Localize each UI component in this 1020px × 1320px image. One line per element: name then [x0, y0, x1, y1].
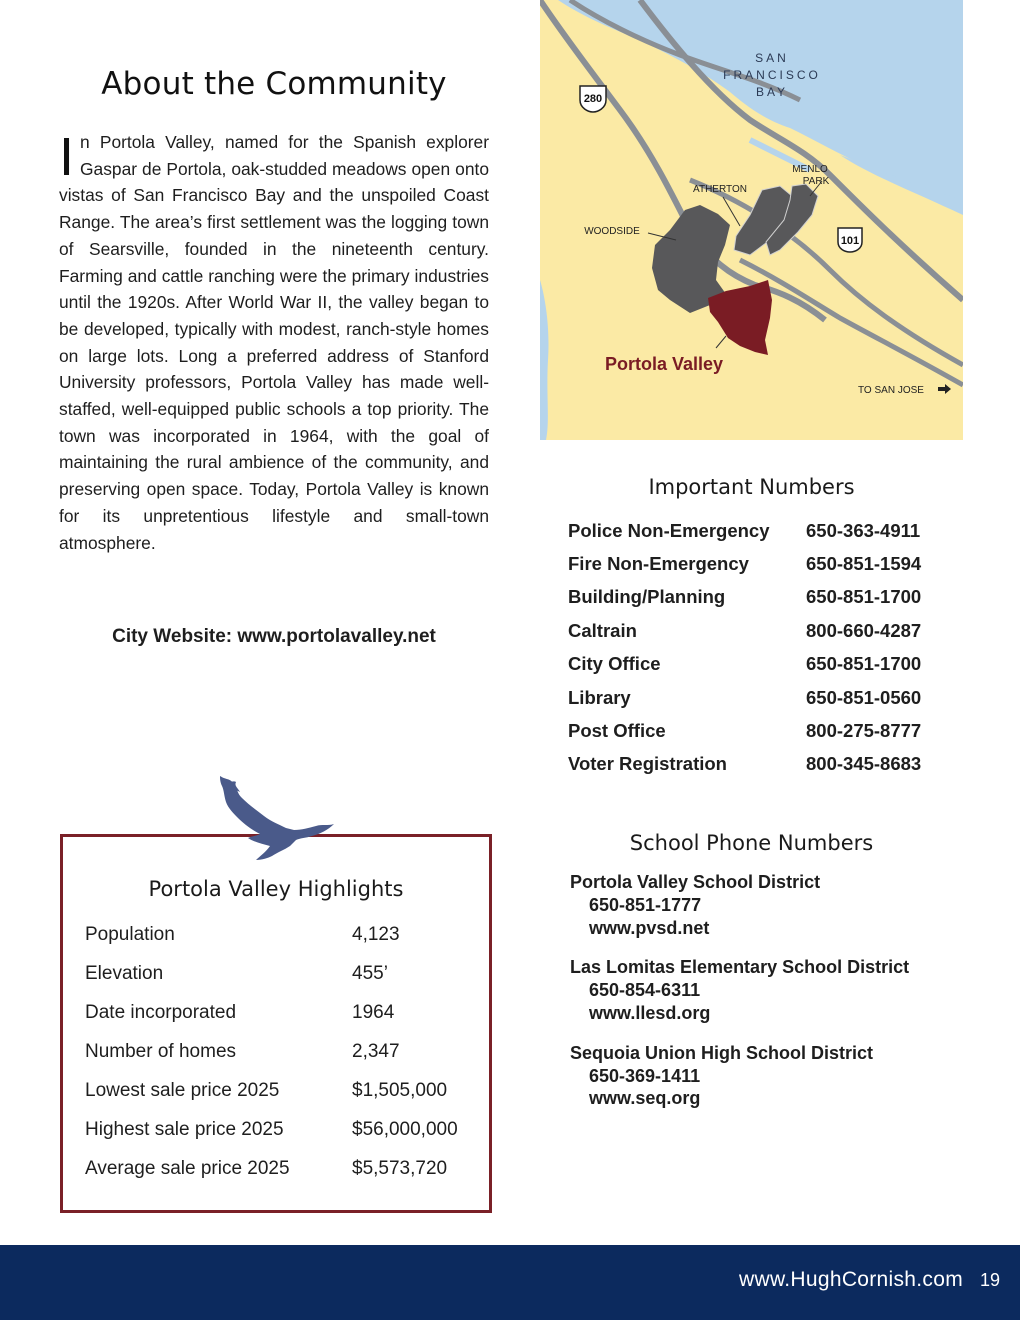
table-row: [568, 648, 948, 681]
drop-cap: I: [59, 127, 75, 187]
school-website-link[interactable]: www.llesd.org: [589, 1002, 711, 1023]
about-body-text: n Portola Valley, named for the Spanish explorer Gaspar de Portola, oak-studded meadows open onto vistas of San Francisco Bay and the unspoiled Coast Range. The area’s first settlement was the logging town of Searsville, founded in the nineteenth century. Farming and cattle ranching were the primary industries until the 1920s. After World War II, the valley began to be developed, typically with modest, ranch-style homes on large lots. Long a preferred address of Stanford University professors, Portola Valley has made well-staffed, well-equipped public schools a top priority. The town was incorporated in 1964, with the goal of maintaining the rural ambience of the community, and preserving open space. Today, Portola Valley is known for its unpretentious lifestyle and small-town atmosphere.: [59, 132, 489, 553]
important-numbers-table: [568, 514, 948, 781]
table-row: [85, 915, 458, 954]
svg-text:101: 101: [840, 235, 860, 247]
table-row: [568, 714, 948, 747]
highlight-label: Elevation: [85, 962, 164, 984]
table-row: [85, 1071, 458, 1110]
phone-number: 800-660-4287: [806, 619, 922, 641]
school-name: Las Lomitas Elementary School District: [570, 957, 910, 978]
woodside-label: WOODSIDE: [584, 226, 640, 237]
number-label: Police Non-Emergency: [568, 519, 770, 541]
table-row: [568, 748, 948, 781]
highlight-label: Date incorporated: [85, 1001, 237, 1023]
bay-label-1: SAN: [755, 51, 789, 65]
number-label: Fire Non-Emergency: [568, 553, 749, 575]
table-row: [85, 993, 458, 1032]
number-label: Caltrain: [568, 619, 637, 641]
table-row: [568, 581, 948, 614]
phone-number: 650-851-1700: [806, 586, 922, 608]
highlight-value: $56,000,000: [352, 1118, 458, 1140]
menlo-park-label-2: PARK: [802, 176, 830, 187]
table-row: [85, 1032, 458, 1071]
highlights-box: [60, 834, 492, 1213]
phone-number: 650-363-4911: [806, 519, 921, 541]
table-row: [85, 1110, 458, 1149]
list-item: [570, 956, 960, 1024]
bay-label-3: BAY: [755, 85, 789, 99]
highlight-label: Lowest sale price 2025: [85, 1079, 280, 1101]
page-number: 19: [979, 1270, 1000, 1290]
svg-text:280: 280: [583, 93, 603, 105]
footer-bar: [0, 1245, 1020, 1320]
school-numbers-title: School Phone Numbers: [629, 831, 874, 855]
highlight-label: Number of homes: [85, 1040, 237, 1062]
school-website-link[interactable]: www.pvsd.net: [589, 917, 710, 938]
number-label: Voter Registration: [568, 753, 727, 775]
school-name: Sequoia Union High School District: [570, 1042, 874, 1063]
menlo-park-label-1: MENLO: [792, 164, 828, 175]
highlight-value: 455’: [352, 962, 388, 984]
portola-valley-label: Portola Valley: [604, 354, 724, 374]
atherton-label: ATHERTON: [693, 184, 747, 195]
phone-number: 800-345-8683: [806, 753, 922, 775]
highlight-value: 1964: [352, 1001, 395, 1023]
school-list: [570, 871, 960, 1127]
highlight-label: Highest sale price 2025: [85, 1118, 284, 1140]
highlights-table: [85, 915, 458, 1188]
number-label: Library: [568, 686, 631, 708]
important-numbers-title: Important Numbers: [648, 475, 855, 499]
highlights-title: Portola Valley Highlights: [148, 877, 404, 901]
hawk-icon: [212, 772, 338, 862]
city-website-link[interactable]: City Website: www.portolavalley.net: [112, 626, 436, 647]
table-row: [568, 681, 948, 714]
list-item: [570, 1042, 960, 1110]
area-map: [540, 0, 963, 440]
page-title: About the Community: [101, 66, 447, 102]
number-label: Post Office: [568, 720, 666, 742]
interstate-280-shield: [580, 86, 606, 112]
highlight-label: Population: [85, 923, 175, 945]
school-phone: 650-851-1777: [589, 894, 702, 915]
number-label: City Office: [568, 653, 661, 675]
phone-number: 800-275-8777: [806, 720, 922, 742]
number-label: Building/Planning: [568, 586, 726, 608]
table-row: [85, 1149, 458, 1188]
phone-number: 650-851-1700: [806, 653, 922, 675]
highlight-label: Average sale price 2025: [85, 1157, 290, 1179]
school-website-link[interactable]: www.seq.org: [589, 1088, 701, 1109]
table-row: [85, 954, 458, 993]
us-101-shield: [838, 228, 862, 252]
highlight-value: 4,123: [352, 923, 400, 945]
school-phone: 650-369-1411: [589, 1065, 701, 1086]
to-san-jose-label: TO SAN JOSE: [858, 385, 924, 396]
about-paragraph: [59, 129, 489, 556]
phone-number: 650-851-1594: [806, 553, 922, 575]
list-item: [570, 871, 960, 939]
table-row: [568, 547, 948, 580]
footer-website-link[interactable]: www.HughCornish.com: [739, 1268, 963, 1291]
highlight-value: 2,347: [352, 1040, 400, 1062]
bay-label-2: FRANCISCO: [723, 68, 821, 82]
phone-number: 650-851-0560: [806, 686, 922, 708]
highlight-value: $5,573,720: [352, 1157, 448, 1179]
school-name: Portola Valley School District: [570, 872, 821, 892]
highlight-value: $1,505,000: [352, 1079, 448, 1101]
table-row: [568, 614, 948, 647]
school-phone: 650-854-6311: [589, 980, 701, 1001]
table-row: [568, 514, 948, 547]
